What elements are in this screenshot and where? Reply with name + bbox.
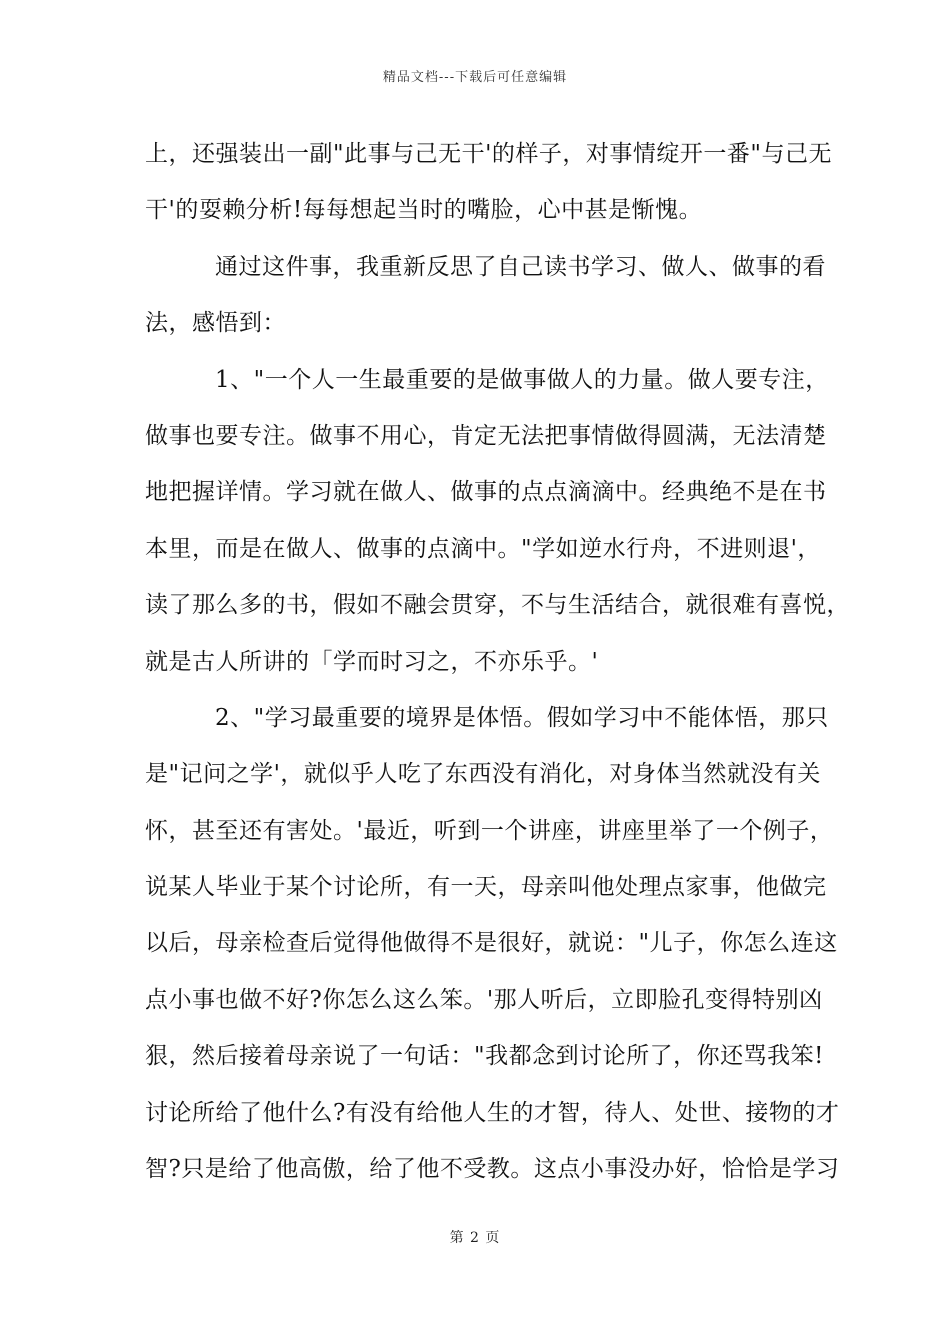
page-header: 精品文档---下载后可任意编辑	[382, 70, 568, 85]
text-line-2: 干'的耍赖分析!每每想起当时的嘴脸，心中甚是惭愧。	[145, 197, 703, 224]
text-line-11: 2、"学习最重要的境界是体悟。假如学习中不能体悟，那只	[215, 704, 829, 731]
text-line-14: 说某人毕业于某个讨论所，有一天，母亲叫他处理点家事，他做完	[145, 874, 827, 901]
text-line-12: 是"记问之学'，就似乎人吃了东西没有消化，对身体当然就没有关	[145, 761, 821, 788]
text-line-3: 通过这件事，我重新反思了自己读书学习、做人、做事的看	[215, 253, 826, 280]
text-line-7: 地把握详情。学习就在做人、做事的点点滴滴中。经典绝不是在书	[145, 479, 827, 506]
text-line-13: 怀，甚至还有害处。'最近，听到一个讲座，讲座里举了一个例子，	[145, 817, 834, 844]
text-line-17: 狠，然后接着母亲说了一句话："我都念到讨论所了，你还骂我笨!	[145, 1043, 824, 1070]
text-line-8: 本里，而是在做人、做事的点滴中。"学如逆水行舟，不进则退'，	[145, 535, 821, 562]
text-line-9: 读了那么多的书，假如不融会贯穿，不与生活结合，就很难有喜悦，	[145, 592, 850, 619]
text-line-15: 以后，母亲检查后觉得他做得不是很好，就说："儿子，你怎么连这	[145, 930, 838, 957]
text-line-1: 上，还强装出一副"此事与己无干'的样子，对事情绽开一番"与己无	[145, 141, 832, 167]
text-line-10: 就是古人所讲的「学而时习之，不亦乐乎。'	[145, 648, 599, 675]
text-line-4: 法，感悟到：	[145, 310, 286, 337]
text-line-6: 做事也要专注。做事不用心，肯定无法把事情做得圆满，无法清楚	[145, 422, 827, 449]
text-line-18: 讨论所给了他什么?有没有给他人生的才智，待人、处世、接物的才	[145, 1099, 840, 1126]
document-body	[145, 126, 850, 1197]
text-line-5: 1、"一个人一生最重要的是做事做人的力量。做人要专注，	[215, 366, 829, 393]
page-number: 第 2 页	[449, 1230, 501, 1246]
text-line-19: 智?只是给了他高傲，给了他不受教。这点小事没办好，恰恰是学习	[145, 1156, 840, 1183]
text-line-16: 点小事也做不好?你怎么这么笨。'那人听后，立即脸孔变得特别凶	[145, 986, 823, 1013]
